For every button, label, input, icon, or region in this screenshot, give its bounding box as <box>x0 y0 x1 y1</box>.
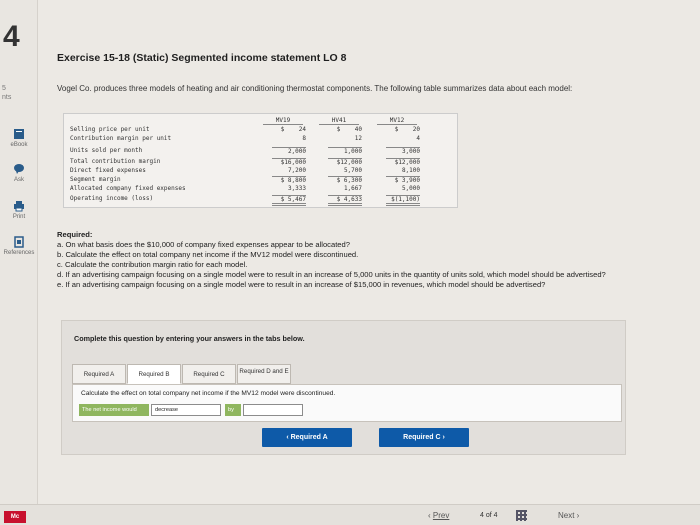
footer-bar <box>0 504 700 525</box>
intro-text: Vogel Co. produces three models of heating and air conditioning thermostat components. The following table summarizes data about each model: <box>57 84 573 93</box>
prev-question-button[interactable] <box>428 511 449 520</box>
cell: $ 40 <box>336 126 362 133</box>
model-data-table <box>63 113 458 208</box>
cell: 5,000 <box>401 185 420 192</box>
cell: $12,000 <box>386 158 420 166</box>
mcgraw-hill-logo: Mc <box>4 511 26 523</box>
ebook-label: eBook <box>10 142 28 148</box>
print-button[interactable] <box>0 200 38 220</box>
next-tab-button[interactable] <box>379 428 469 447</box>
row-label: Selling price per unit <box>70 126 150 133</box>
chat-bubble-icon <box>13 163 25 175</box>
cell: $ 6,300 <box>328 176 362 184</box>
references-button[interactable] <box>0 236 38 256</box>
row-label: Segment margin <box>70 176 121 183</box>
print-label: Print <box>12 214 26 220</box>
tab-required-a[interactable]: Required A <box>72 364 126 384</box>
required-item: d. If an advertising campaign focusing on a single model were to result in an increase of 5,000 units in the quantity of units sold, which model should be advertised? <box>57 270 606 279</box>
points-label: 5 nts <box>2 85 12 101</box>
cell: $ 24 <box>280 126 306 133</box>
cell: $ 5,467 <box>272 195 306 206</box>
ebook-button[interactable] <box>0 128 38 148</box>
printer-icon <box>13 200 25 212</box>
required-item: c. Calculate the contribution margin ratio for each model. <box>57 260 248 269</box>
question-number: 4 <box>3 20 20 53</box>
cell: 8 <box>302 135 306 142</box>
exercise-title: Exercise 15-18 (Static) Segmented income statement LO 8 <box>57 52 347 64</box>
cell: $(1,100) <box>386 195 420 206</box>
cell: 2,000 <box>272 147 306 155</box>
references-icon <box>13 236 25 248</box>
row-label: Direct fixed expenses <box>70 167 146 174</box>
cell: 8,100 <box>401 167 420 174</box>
answer-by-label: by <box>225 404 241 416</box>
answer-panel <box>61 320 626 455</box>
cell: $ 8,800 <box>272 176 306 184</box>
cell: 1,000 <box>328 147 362 155</box>
cell: 3,333 <box>287 185 306 192</box>
cell: $ 20 <box>394 126 420 133</box>
column-header: MV12 <box>377 117 417 125</box>
row-label: Total contribution margin <box>70 158 161 165</box>
amount-input[interactable] <box>243 404 303 416</box>
chevron-right-icon: › <box>574 511 580 520</box>
cell: 1,667 <box>343 185 362 192</box>
prev-label: Prev <box>432 511 450 520</box>
next-question-button[interactable] <box>558 511 579 520</box>
required-item: b. Calculate the effect on total company net income if the MV12 model were discontinued. <box>57 250 359 259</box>
cell: 5,700 <box>343 167 362 174</box>
cell: 4 <box>416 135 420 142</box>
book-icon <box>13 128 25 140</box>
column-header: MV19 <box>263 117 303 125</box>
cell: $16,000 <box>272 158 306 166</box>
prev-tab-label: Required A <box>290 434 328 441</box>
references-label: References <box>3 250 35 256</box>
tab-content <box>72 384 622 422</box>
cell: 3,000 <box>386 147 420 155</box>
chevron-right-icon: › <box>442 434 445 441</box>
cell: $ 4,633 <box>328 195 362 206</box>
chevron-left-icon: ‹ <box>286 434 289 441</box>
tab-required-c[interactable]: Required C <box>182 364 236 384</box>
cell: $ 3,900 <box>386 176 420 184</box>
chevron-left-icon: ‹ <box>428 511 433 520</box>
answer-label: The net income would <box>79 404 149 416</box>
panel-instruction: Complete this question by entering your answers in the tabs below. <box>74 334 305 343</box>
tab-required-d-and-e[interactable]: Required D and E <box>237 364 291 384</box>
required-heading: Required: <box>57 230 93 239</box>
ask-button[interactable] <box>0 163 38 183</box>
row-label: Contribution margin per unit <box>70 135 172 142</box>
row-label: Units sold per month <box>70 147 143 154</box>
next-label: Next <box>558 511 575 520</box>
cell: $12,000 <box>328 158 362 166</box>
required-item: e. If an advertising campaign focusing on a single model were to result in an increase of $15,000 in revenues, which model should be advertised? <box>57 280 546 289</box>
left-rail <box>0 0 38 525</box>
cell: 7,200 <box>287 167 306 174</box>
next-tab-label: Required C <box>403 434 441 441</box>
row-label: Operating income (loss) <box>70 195 154 202</box>
column-header: HV41 <box>319 117 359 125</box>
cell: 12 <box>354 135 362 142</box>
net-income-direction-select[interactable]: decrease <box>151 404 221 416</box>
required-item: a. On what basis does the $10,000 of company fixed expenses appear to be allocated? <box>57 240 350 249</box>
row-label: Allocated company fixed expenses <box>70 185 186 192</box>
ask-label: Ask <box>13 177 24 183</box>
required-section <box>57 230 617 290</box>
tab-required-b[interactable]: Required B <box>127 364 181 384</box>
grid-icon[interactable] <box>516 510 527 521</box>
question-prompt: Calculate the effect on total company net income if the MV12 model were discontinued. <box>81 390 336 397</box>
prev-tab-button[interactable] <box>262 428 352 447</box>
page-indicator: 4 of 4 <box>480 512 498 519</box>
